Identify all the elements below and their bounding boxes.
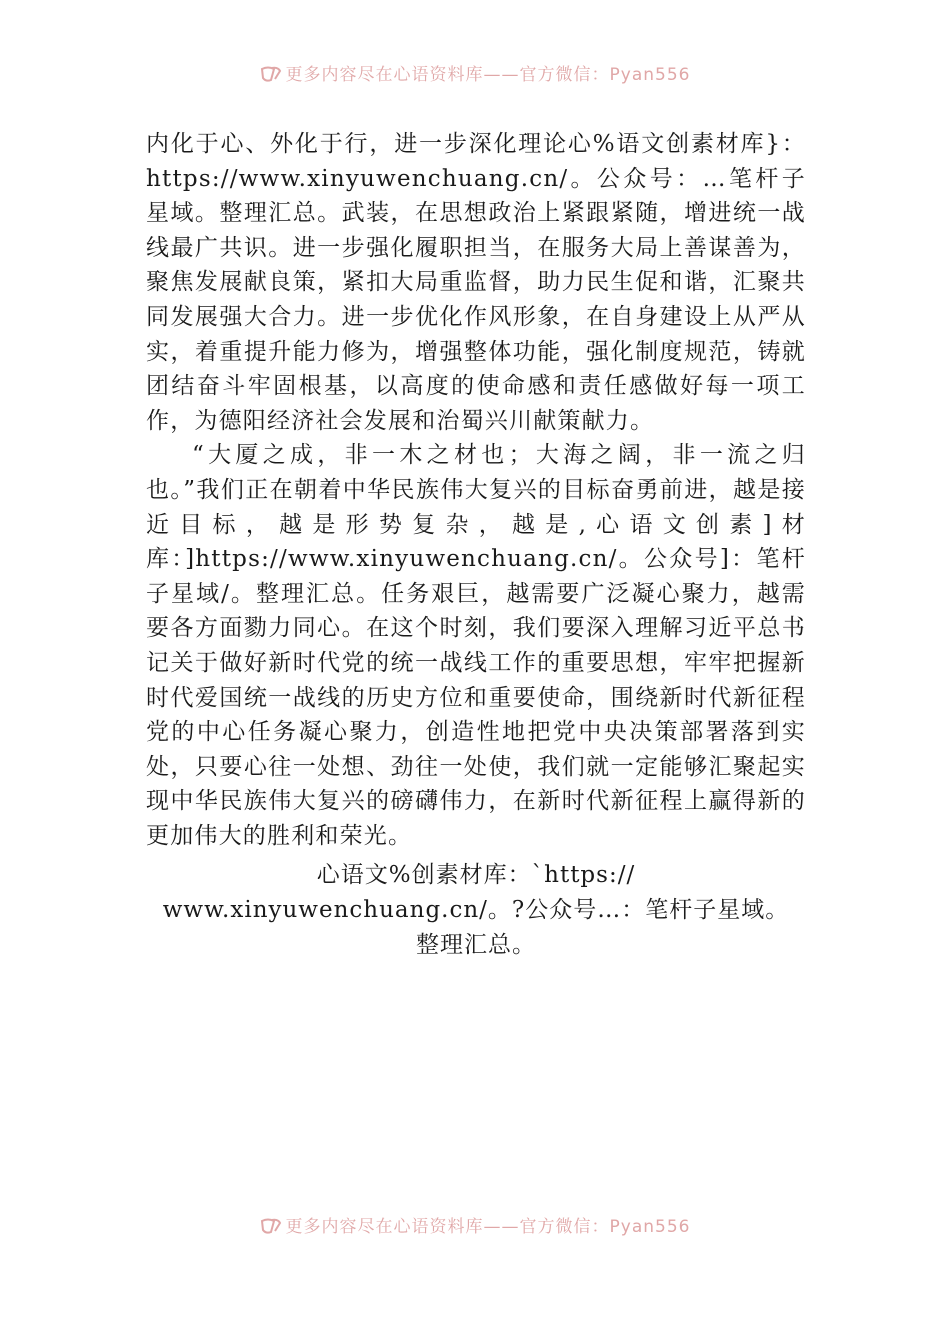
- footer-watermark-text: 更多内容尽在心语资料库——官方微信：Pyan556: [285, 1217, 691, 1237]
- header-watermark: [0, 60, 950, 85]
- header-watermark-text: 更多内容尽在心语资料库——官方微信：Pyan556: [285, 65, 691, 85]
- source-note-line-3: 整理汇总。: [416, 932, 536, 958]
- paragraph-2: “大厦之成，非一木之材也；大海之阔，非一流之归也。”我们正在朝着中华民族伟大复兴的目标奋勇前进，越是接近目标，越是形势复杂，越是,心语文创素]材库：]https://www.xinyuwenchuang.cn/。公众号]：笔杆子星域/。整理汇总。任务艰巨，越需要广泛凝心聚力，越需要各方面勠力同心。在这个时刻，我们要深入理解习近平总书记关于做好新时代党的统一战线工作的重要思想，牢牢把握新时代爱国统一战线的历史方位和重要使命，围绕新时代新征程党的中心任务凝心聚力，创造性地把党中央决策部署落到实处，只要心往一处想、劲往一处使，我们就一定能够汇聚起实现中华民族伟大复兴的磅礴伟力，在新时代新征程上赢得新的更加伟大的胜利和荣光。: [146, 442, 806, 849]
- document-body: [146, 127, 806, 853]
- watermark-logo-icon: [260, 65, 282, 83]
- source-note: [140, 858, 812, 963]
- watermark-logo-icon: [260, 1217, 282, 1235]
- source-note-line-2: www.xinyuwenchuang.cn/。?公众号…：笔杆子星域。: [162, 897, 790, 923]
- footer-watermark: [0, 1212, 950, 1237]
- paragraph-1: 内化于心、外化于行，进一步深化理论心%语文创素材库}：https://www.xinyuwenchuang.cn/。公众号：…笔杆子星域。整理汇总。武装，在思想政治上紧跟紧随，增进统一战线最广共识。进一步强化履职担当，在服务大局上善谋善为，聚焦发展献良策，紧扣大局重监督，助力民生促和谐，汇聚共同发展强大合力。进一步优化作风形象，在自身建设上从严从实，着重提升能力修为，增强整体功能，强化制度规范，铸就团结奋斗牢固根基，以高度的使命感和责任感做好每一项工作，为德阳经济社会发展和治蜀兴川献策献力。: [146, 131, 806, 434]
- source-note-line-1: 心语文%创素材库：`https://: [316, 862, 636, 888]
